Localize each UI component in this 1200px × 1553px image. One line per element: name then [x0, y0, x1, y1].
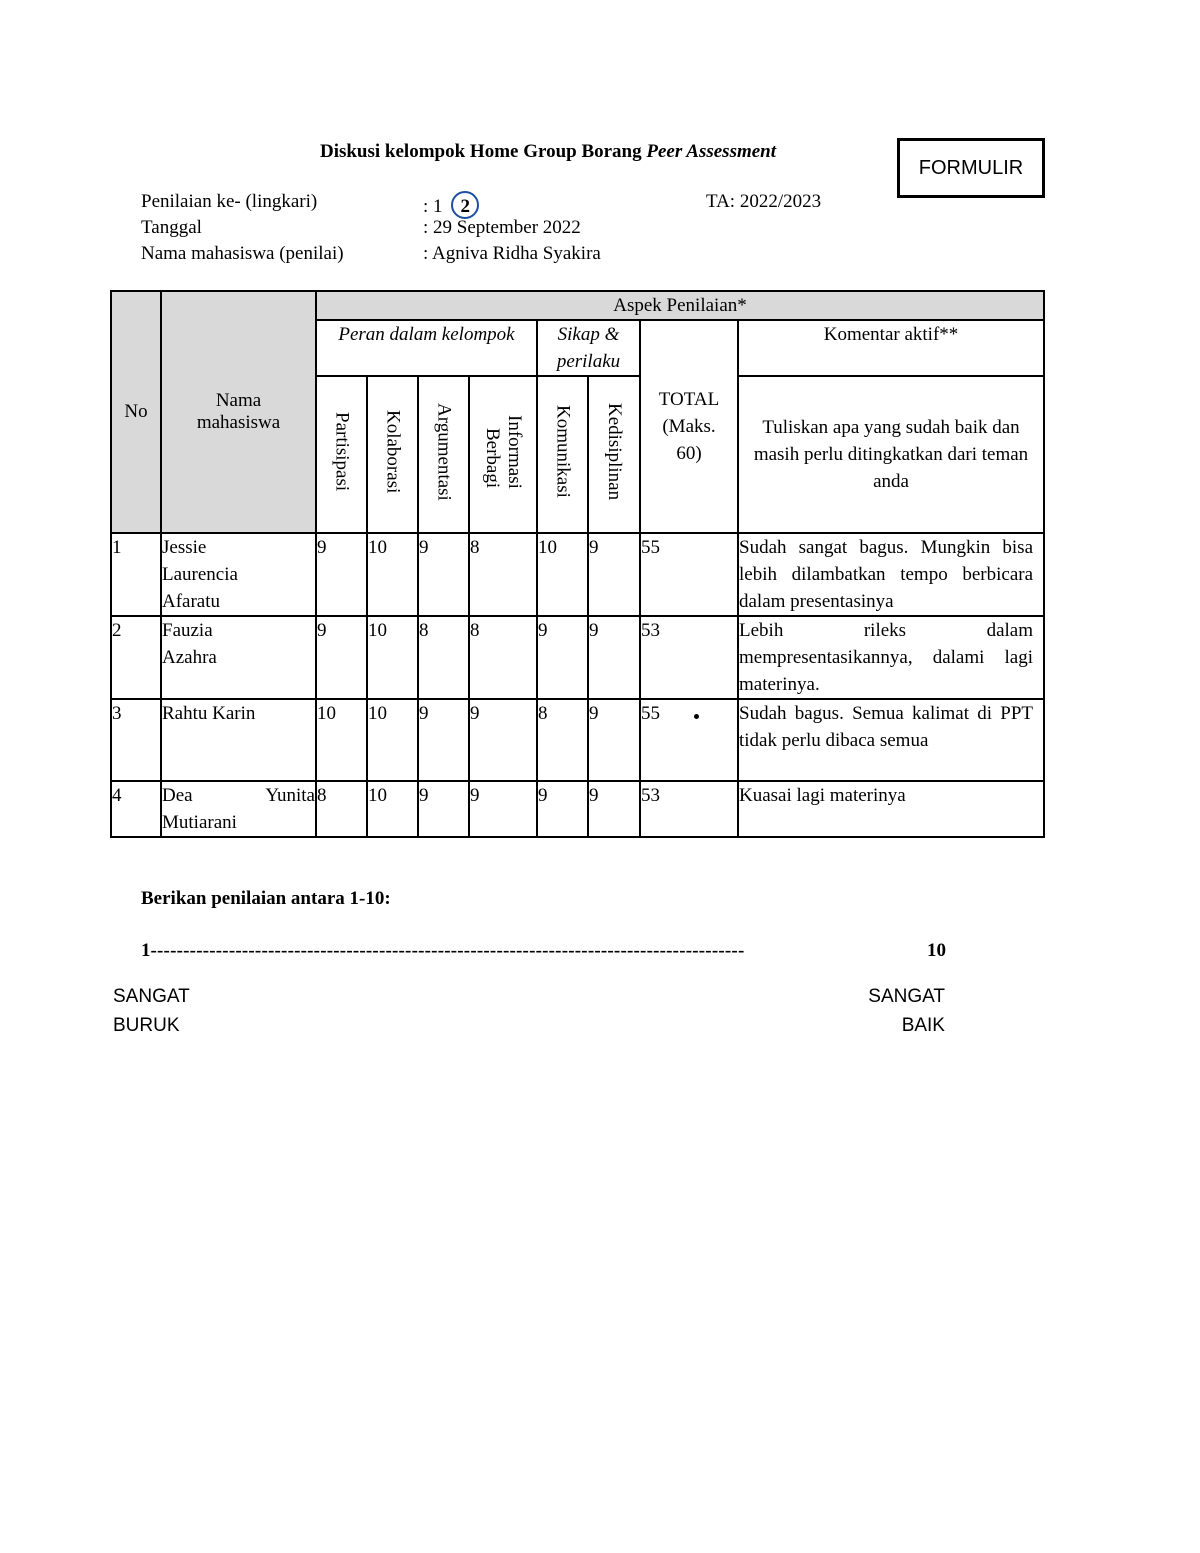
row-komentar: Sudah sangat bagus. Mungkin bisa lebih dilambatkan tempo berbicara dalam presentasinya	[738, 533, 1044, 616]
scale-end: 10	[927, 940, 946, 961]
instruction-text: Berikan penilaian antara 1-10:	[141, 888, 391, 909]
row-total: 53	[640, 781, 738, 837]
nama-penilai-value: : Agniva Ridha Syakira	[423, 243, 601, 264]
scale-left-label-2: BURUK	[113, 1015, 180, 1036]
row-kedisiplinan: 9	[588, 699, 640, 781]
row-kedisiplinan: 9	[588, 616, 640, 699]
row-kedisiplinan: 9	[588, 781, 640, 837]
row-argumentasi: 9	[418, 533, 469, 616]
row-kolaborasi: 10	[367, 616, 418, 699]
col-nama-header: Nama mahasiswa	[161, 291, 316, 533]
scale-dashes: -------------------------------------------------------------------------------------------	[150, 940, 745, 961]
criteria-argumentasi-label: Argumentasi	[433, 402, 455, 501]
row-partisipasi: 9	[316, 533, 367, 616]
scale-left-label-1: SANGAT	[113, 986, 190, 1007]
table-row	[111, 781, 1044, 837]
row-argumentasi: 9	[418, 781, 469, 837]
row-komentar: Lebih rileks dalam mempresentasikannya, dalami lagi materinya.	[738, 616, 1044, 699]
row-kolaborasi: 10	[367, 781, 418, 837]
row-komunikasi: 9	[537, 616, 588, 699]
row-no: 4	[111, 781, 161, 837]
row-argumentasi: 9	[418, 699, 469, 781]
row-nama: Rahtu Karin	[161, 699, 316, 781]
table-row	[111, 699, 1044, 781]
row-komentar: Kuasai lagi materinya	[738, 781, 1044, 837]
criteria-komunikasi	[537, 376, 588, 533]
tanggal-label: Tanggal	[141, 217, 202, 238]
criteria-partisipasi-label: Partisipasi	[331, 411, 353, 492]
tanggal-value: : 29 September 2022	[423, 217, 581, 238]
penilaian-value	[423, 191, 479, 219]
criteria-argumentasi	[418, 376, 469, 533]
row-kolaborasi: 10	[367, 699, 418, 781]
col-no-header: No	[111, 291, 161, 533]
scale-right-label-1: SANGAT	[868, 986, 945, 1007]
group-peran-header: Peran dalam kelompok	[316, 320, 537, 376]
row-no: 2	[111, 616, 161, 699]
row-no: 1	[111, 533, 161, 616]
criteria-berbagi-label-2: Informasi	[503, 414, 525, 489]
title-main: Diskusi kelompok Home Group Borang	[319, 141, 647, 162]
table-row	[111, 533, 1044, 616]
criteria-kedisiplinan	[588, 376, 640, 533]
row-partisipasi: 9	[316, 616, 367, 699]
row-komunikasi: 10	[537, 533, 588, 616]
row-total	[640, 699, 738, 781]
ta-label: TA: 2022/2023	[706, 191, 822, 212]
scale-right-label-2: BAIK	[901, 1015, 945, 1036]
penilaian-label: Penilaian ke- (lingkari)	[141, 191, 318, 212]
col-total-header: TOTAL (Maks. 60)	[640, 320, 738, 533]
row-total: 55	[640, 533, 738, 616]
criteria-komunikasi-label: Komunikasi	[552, 405, 574, 498]
scale-start: 1	[141, 940, 151, 961]
criteria-partisipasi	[316, 376, 367, 533]
assessment-table	[110, 290, 1045, 838]
scale-line	[141, 940, 946, 962]
row-komunikasi: 8	[537, 699, 588, 781]
group-sikap-header: Sikap & perilaku	[537, 320, 640, 376]
row-berbagi: 9	[469, 781, 537, 837]
row-argumentasi: 8	[418, 616, 469, 699]
penilaian-prefix: : 1	[423, 196, 448, 217]
row-partisipasi: 10	[316, 699, 367, 781]
penilaian-circled: 2	[451, 191, 479, 219]
criteria-berbagi-label-1: Berbagi	[482, 428, 503, 489]
row-total: 53	[640, 616, 738, 699]
row-kedisiplinan: 9	[588, 533, 640, 616]
col-komentar-header: Komentar aktif**	[738, 320, 1044, 376]
row-berbagi: 8	[469, 533, 537, 616]
criteria-kolaborasi-label: Kolaborasi	[382, 409, 404, 494]
title-italic: Peer Assessment	[646, 141, 777, 162]
nama-penilai-label: Nama mahasiswa (penilai)	[141, 243, 344, 264]
formulir-badge: FORMULIR	[897, 138, 1045, 198]
criteria-kolaborasi	[367, 376, 418, 533]
table-row	[111, 616, 1044, 699]
row-kolaborasi: 10	[367, 533, 418, 616]
row-partisipasi: 8	[316, 781, 367, 837]
row-berbagi: 8	[469, 616, 537, 699]
row-total-value: 55	[641, 703, 660, 724]
criteria-kedisiplinan-label: Kedisiplinan	[603, 402, 625, 501]
criteria-berbagi-informasi	[469, 376, 537, 533]
row-nama: Fauzia Azahra	[161, 616, 316, 699]
aspek-header: Aspek Penilaian*	[316, 291, 1044, 320]
row-nama: Jessie Laurencia Afaratu	[161, 533, 316, 616]
row-berbagi: 9	[469, 699, 537, 781]
row-komunikasi: 9	[537, 781, 588, 837]
row-nama: Dea Yunita Mutiarani	[161, 781, 316, 837]
stray-dot	[694, 714, 699, 719]
komentar-hint: Tuliskan apa yang sudah baik dan masih perlu ditingkatkan dari teman anda	[738, 376, 1044, 533]
row-komentar: Sudah bagus. Semua kalimat di PPT tidak perlu dibaca semua	[738, 699, 1044, 781]
row-no: 3	[111, 699, 161, 781]
